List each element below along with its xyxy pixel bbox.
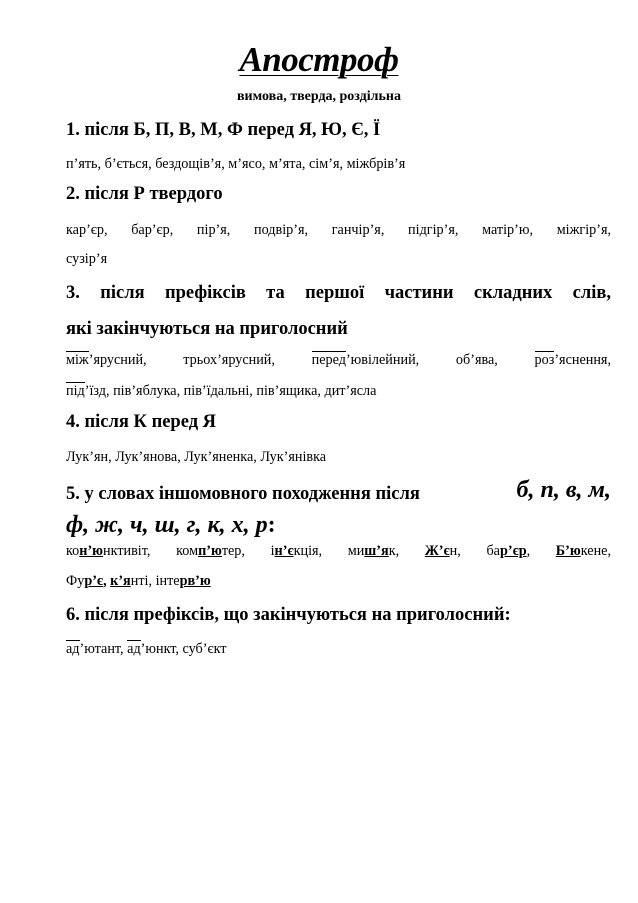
heading-letters: б, п, в, м, bbox=[516, 477, 611, 503]
section-3-line-1 bbox=[66, 352, 611, 369]
word-part: к, bbox=[388, 543, 400, 559]
word-part: ко bbox=[66, 543, 80, 559]
section-3-heading-line-2: які закінчуються на приголосний bbox=[66, 319, 348, 339]
section-5-line-1 bbox=[66, 543, 611, 560]
word: трьох’ярусний, bbox=[183, 352, 275, 368]
word: подвір’я, bbox=[254, 222, 309, 238]
section-3-line-2 bbox=[66, 383, 611, 400]
word-rest: ’їзд, пів’яблука, пів’їдальні, пів’ящика, дит’ясла bbox=[84, 383, 377, 399]
underlined-part: р’єр bbox=[499, 543, 527, 559]
word bbox=[176, 543, 245, 559]
word: матір’ю, bbox=[482, 222, 534, 238]
word-rest: ’ютант, bbox=[79, 641, 124, 657]
section-1-heading: 1. після Б, П, В, М, Ф перед Я, Ю, Є, Ї bbox=[66, 120, 381, 140]
underlined-part: , bbox=[103, 573, 107, 589]
word-part: ба bbox=[486, 543, 500, 559]
word bbox=[425, 543, 461, 559]
word bbox=[312, 351, 420, 368]
section-5-heading-line-2 bbox=[66, 512, 611, 539]
word: бар’єр, bbox=[131, 222, 174, 238]
word-part: н, bbox=[449, 543, 461, 559]
word bbox=[486, 543, 530, 559]
underlined-part: н’ю bbox=[79, 543, 104, 559]
word bbox=[271, 543, 322, 559]
word-rest: ’яснення, bbox=[554, 352, 612, 368]
prefix-mark: роз bbox=[534, 352, 555, 368]
section-2-line-2: сузір’я bbox=[66, 251, 108, 267]
section-3-heading-line-1: 3. після префіксів та першої частини складних слів, bbox=[66, 283, 611, 303]
word-part: кція, bbox=[293, 543, 323, 559]
underlined-part: ш’я bbox=[364, 543, 389, 559]
word-part: і bbox=[270, 543, 275, 559]
heading-text: 5. у словах іншомовного походження після bbox=[66, 484, 420, 504]
word: підгір’я, bbox=[408, 222, 459, 238]
word bbox=[535, 351, 612, 368]
word bbox=[556, 543, 611, 559]
word-part: , bbox=[526, 543, 531, 559]
section-4-text: Лук’ян, Лук’янова, Лук’яненка, Лук’янівка bbox=[66, 449, 327, 465]
underlined-part: к’я bbox=[110, 573, 131, 589]
section-5-line-2 bbox=[66, 573, 611, 590]
word-part: тер, bbox=[221, 543, 245, 559]
section-6-heading: 6. після префіксів, що закінчуються на приголосний: bbox=[66, 605, 511, 625]
word-part: ком bbox=[176, 543, 199, 559]
underlined-part: р’є bbox=[84, 573, 104, 589]
word-part: нті, bbox=[130, 573, 153, 589]
section-4-heading: 4. після К перед Я bbox=[66, 412, 217, 432]
underlined-part: н’є bbox=[274, 543, 294, 559]
word bbox=[66, 351, 147, 368]
word bbox=[66, 543, 150, 559]
word: кар’єр, bbox=[66, 222, 108, 238]
section-2-heading: 2. після Р твердого bbox=[66, 184, 223, 204]
page-subtitle: вимова, тверда, роздільна bbox=[237, 89, 401, 104]
word: ганчір’я, bbox=[331, 222, 385, 238]
underlined-part: Б’ю bbox=[555, 543, 581, 559]
word: об’ява, bbox=[455, 352, 498, 368]
heading-letters: ф, ж, ч, ш, г, к, х, р bbox=[66, 512, 268, 538]
word-rest: ’ярусний, bbox=[88, 352, 147, 368]
prefix-mark: ад bbox=[66, 641, 80, 657]
word: пір’я, bbox=[196, 222, 231, 238]
underlined-part: рв’ю bbox=[179, 573, 211, 589]
word bbox=[348, 543, 399, 559]
word-part: Фу bbox=[66, 573, 85, 589]
prefix-mark: між bbox=[66, 352, 89, 368]
prefix-mark: перед bbox=[311, 352, 346, 368]
underlined-part: Ж’є bbox=[424, 543, 450, 559]
word-rest: ’юнкт, суб’єкт bbox=[140, 641, 227, 657]
word-part: ми bbox=[347, 543, 365, 559]
word-part: інте bbox=[155, 573, 180, 589]
word: міжгір’я, bbox=[556, 222, 612, 238]
prefix-mark: ад bbox=[127, 641, 141, 657]
section-2-line-1 bbox=[66, 222, 611, 239]
section-6-text bbox=[66, 641, 611, 658]
prefix-mark: під bbox=[66, 383, 85, 399]
section-1-text: п’ять, б’ється, бездощів’я, м’ясо, м’ята, сім’я, міжбрів’я bbox=[66, 156, 406, 172]
section-5-heading-line-1 bbox=[66, 477, 611, 505]
heading-colon: : bbox=[267, 512, 276, 538]
page-title: Апостроф bbox=[239, 40, 399, 79]
word-part: нктивіт, bbox=[103, 543, 151, 559]
word-part: кене, bbox=[580, 543, 612, 559]
word-rest: ’ювілейний, bbox=[345, 352, 420, 368]
underlined-part: п’ю bbox=[198, 543, 222, 559]
